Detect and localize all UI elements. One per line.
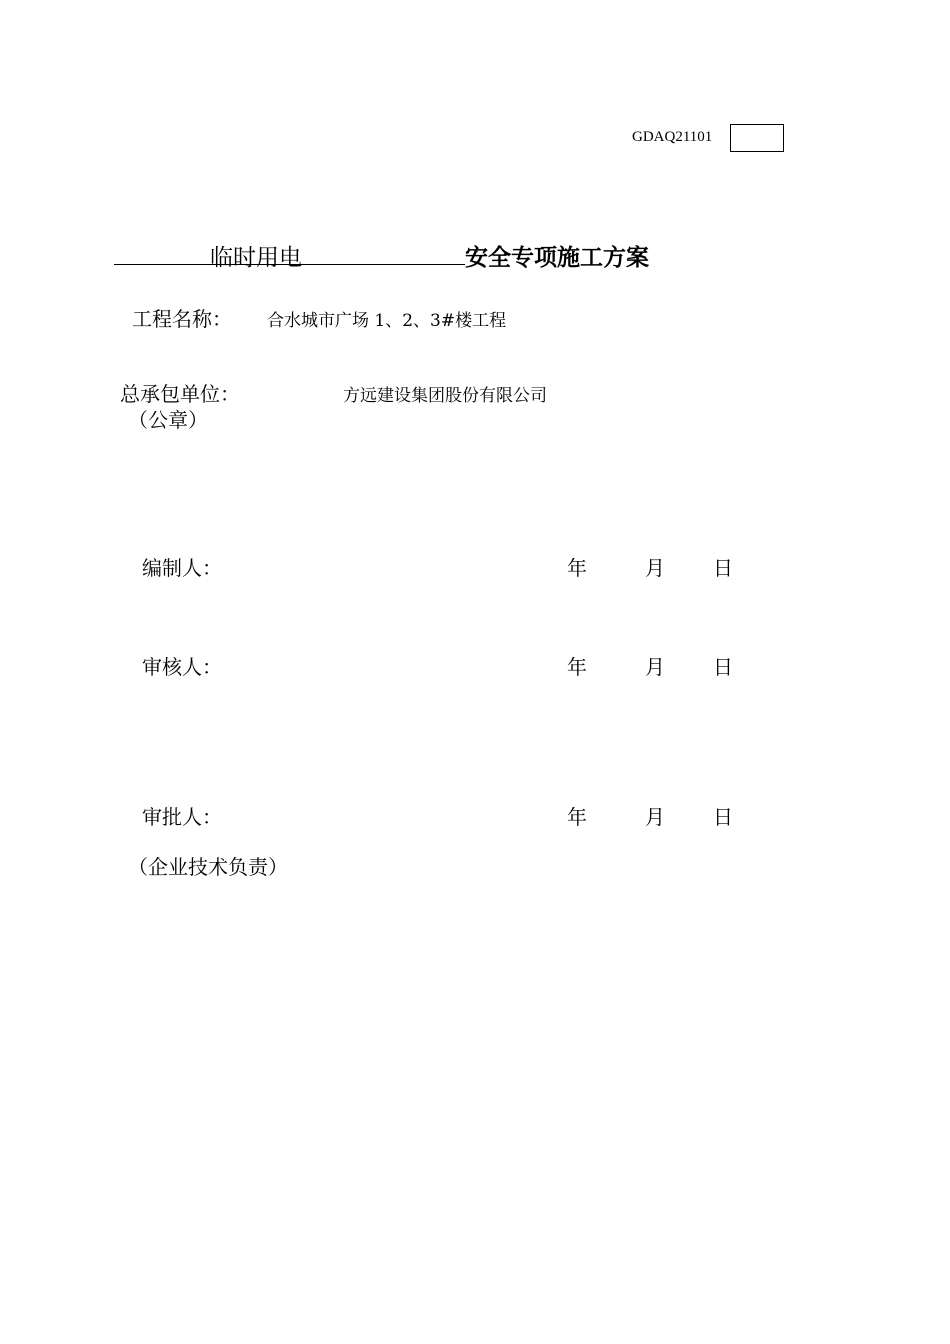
approver-date-year: 年 (567, 805, 587, 829)
reviewer-date-day: 日 (713, 655, 733, 679)
compiler-date-year: 年 (567, 556, 587, 580)
project-name-label: 工程名称： (132, 307, 232, 331)
approver-date-month: 月 (645, 805, 665, 829)
document-title: 安全专项施工方案 (465, 244, 649, 271)
approver-label: 审批人： (142, 805, 222, 829)
approver-date-day: 日 (713, 805, 733, 829)
reviewer-date-year: 年 (567, 655, 587, 679)
reviewer-date-month: 月 (645, 655, 665, 679)
compiler-date-day: 日 (713, 556, 733, 580)
general-contractor-value: 方远建设集团股份有限公司 (343, 386, 547, 406)
form-code: GDAQ21101 (632, 129, 713, 145)
form-number-box (730, 124, 784, 152)
general-contractor-label: 总承包单位： (120, 382, 240, 406)
official-seal-label: （公章） (128, 408, 208, 432)
title-topic: 临时用电 (210, 245, 302, 271)
compiler-label: 编制人： (142, 556, 222, 580)
compiler-date-month: 月 (645, 556, 665, 580)
approver-note: （企业技术负责） (128, 855, 288, 879)
project-name-value: 合水城市广场 1、2、3#楼工程 (267, 311, 507, 331)
reviewer-label: 审核人： (142, 655, 222, 679)
